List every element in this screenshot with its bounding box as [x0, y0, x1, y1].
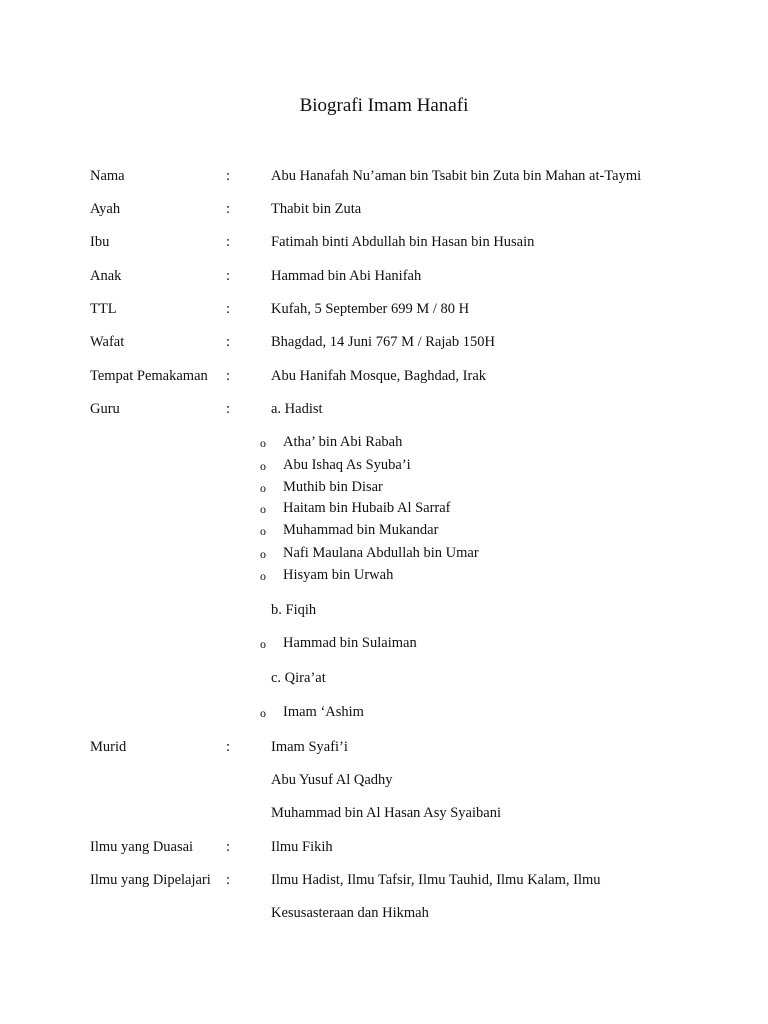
value-nama: Abu Hanafah Nu’aman bin Tsabit bin Zuta bin Mahan at-Taymi: [271, 168, 642, 184]
document-title: Biografi Imam Hanafi: [299, 95, 469, 116]
value-wafat: Bhagdad, 14 Juni 767 M / Rajab 150H: [271, 334, 495, 350]
colon: :: [226, 401, 231, 417]
bullet-icon: o: [260, 436, 266, 450]
list-item: Imam ‘Ashim: [283, 704, 364, 720]
list-item: Hammad bin Sulaiman: [283, 635, 417, 651]
guru-qiraat-heading: c. Qira’at: [271, 670, 326, 686]
bullet-icon: o: [260, 706, 266, 720]
value-murid: Muhammad bin Al Hasan Asy Syaibani: [271, 805, 501, 821]
colon: :: [226, 301, 231, 317]
value-murid: Imam Syafi’i: [271, 739, 348, 755]
guru-hadist-heading: a. Hadist: [271, 401, 323, 417]
colon: :: [226, 334, 231, 350]
list-item: Hisyam bin Urwah: [283, 567, 394, 583]
list-item: Atha’ bin Abi Rabah: [283, 434, 403, 450]
list-item: Haitam bin Hubaib Al Sarraf: [283, 500, 451, 516]
bullet-icon: o: [260, 637, 266, 651]
list-item: Nafi Maulana Abdullah bin Umar: [283, 545, 479, 561]
list-item: Muhammad bin Mukandar: [283, 522, 439, 538]
label-ibu: Ibu: [90, 234, 110, 250]
label-tempat-pemakaman: Tempat Pemakaman: [90, 368, 208, 384]
colon: :: [226, 739, 231, 755]
value-anak: Hammad bin Abi Hanifah: [271, 268, 422, 284]
value-tempat-pemakaman: Abu Hanifah Mosque, Baghdad, Irak: [271, 368, 487, 384]
label-ilmu-dipelajari: Ilmu yang Dipelajari: [90, 872, 211, 888]
colon: :: [226, 234, 231, 250]
bullet-icon: o: [260, 547, 266, 561]
label-ayah: Ayah: [90, 201, 121, 217]
colon: :: [226, 839, 231, 855]
list-item: Abu Ishaq As Syuba’i: [283, 457, 411, 473]
bullet-icon: o: [260, 524, 266, 538]
guru-fiqih-heading: b. Fiqih: [271, 602, 317, 618]
bullet-icon: o: [260, 502, 266, 516]
colon: :: [226, 872, 231, 888]
colon: :: [226, 268, 231, 284]
bullet-icon: o: [260, 481, 266, 495]
value-ilmu-dipelajari: Kesusasteraan dan Hikmah: [271, 905, 429, 921]
value-ayah: Thabit bin Zuta: [271, 201, 362, 217]
label-ttl: TTL: [90, 301, 117, 317]
colon: :: [226, 168, 231, 184]
label-wafat: Wafat: [90, 334, 125, 350]
label-anak: Anak: [90, 268, 122, 284]
label-nama: Nama: [90, 168, 125, 184]
value-ttl: Kufah, 5 September 699 M / 80 H: [271, 301, 470, 317]
bullet-icon: o: [260, 459, 266, 473]
list-item: Muthib bin Disar: [283, 479, 383, 495]
label-murid: Murid: [90, 739, 127, 755]
value-murid: Abu Yusuf Al Qadhy: [271, 772, 393, 788]
label-ilmu-dikuasai: Ilmu yang Duasai: [90, 839, 194, 855]
value-ibu: Fatimah binti Abdullah bin Hasan bin Husain: [271, 234, 535, 250]
colon: :: [226, 201, 231, 217]
value-ilmu-dikuasai: Ilmu Fikih: [271, 839, 333, 855]
label-guru: Guru: [90, 401, 120, 417]
colon: :: [226, 368, 231, 384]
value-ilmu-dipelajari: Ilmu Hadist, Ilmu Tafsir, Ilmu Tauhid, Ilmu Kalam, Ilmu: [271, 872, 601, 888]
bullet-icon: o: [260, 569, 266, 583]
